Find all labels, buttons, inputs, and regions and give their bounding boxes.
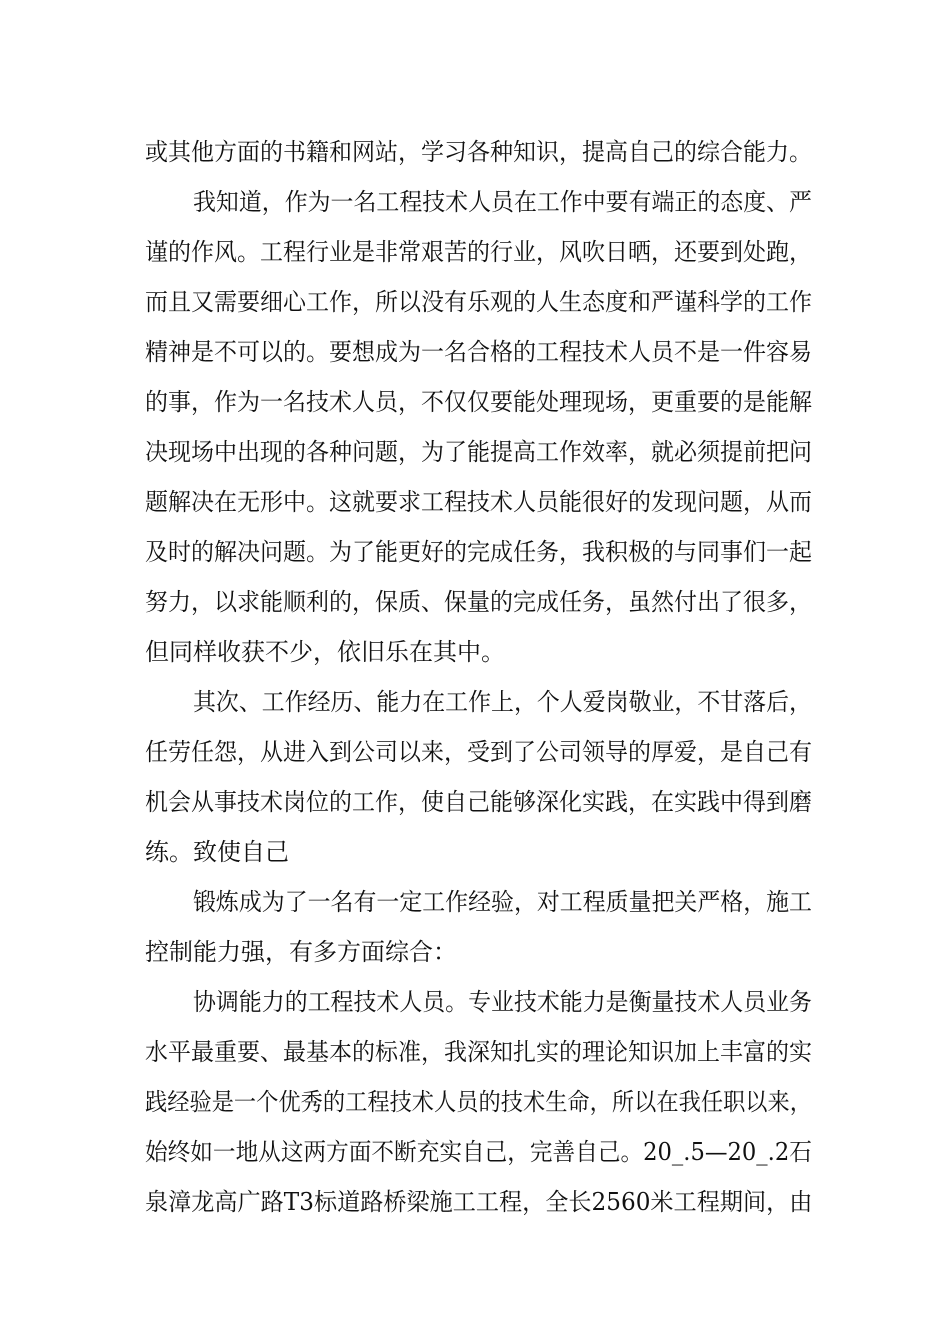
- line-text: 题解决在无形中。这就要求工程技术人员能很好的发现问题，从而: [145, 488, 812, 516]
- line-text: 精神是不可以的。要想成为一名合格的工程技术人员不是一件容易: [145, 338, 812, 366]
- line-text: 协调能力的工程技术人员。专业技术能力是衡量技术人员业务: [193, 988, 812, 1016]
- text-line: [0, 327, 950, 377]
- line-text: 始终如一地从这两方面不断充实自己，完善自己。20_.5—20_.2石: [145, 1138, 812, 1166]
- line-text: 水平最重要、最基本的标准，我深知扎实的理论知识加上丰富的实: [145, 1038, 812, 1066]
- line-text: 控制能力强，有多方面综合：: [145, 938, 457, 966]
- text-line: [0, 227, 950, 277]
- text-line: [0, 1177, 950, 1227]
- line-text: 任劳任怨，从进入到公司以来，受到了公司领导的厚爱，是自己有: [145, 738, 812, 766]
- line-text: 践经验是一个优秀的工程技术人员的技术生命，所以在我任职以来，: [145, 1088, 813, 1116]
- text-line: [0, 377, 950, 427]
- line-text: 但同样收获不少，依旧乐在其中。: [145, 638, 505, 666]
- text-line: [0, 177, 950, 227]
- line-text: 谨的作风。工程行业是非常艰苦的行业，风吹日晒，还要到处跑，: [145, 238, 812, 266]
- text-line: [0, 527, 950, 577]
- line-text: 机会从事技术岗位的工作，使自己能够深化实践，在实践中得到磨: [145, 788, 812, 816]
- text-line: [0, 577, 950, 627]
- text-line: [0, 127, 950, 177]
- text-line: [0, 927, 950, 977]
- text-line: [0, 877, 950, 927]
- text-line: [0, 677, 950, 727]
- text-line: [0, 1127, 950, 1177]
- line-text: 而且又需要细心工作，所以没有乐观的人生态度和严谨科学的工作: [145, 288, 812, 316]
- line-text: 及时的解决问题。为了能更好的完成任务，我积极的与同事们一起: [145, 538, 812, 566]
- line-text: 其次、工作经历、能力在工作上，个人爱岗敬业，不甘落后，: [193, 688, 812, 716]
- text-line: [0, 1027, 950, 1077]
- text-line: [0, 977, 950, 1027]
- text-line: [0, 777, 950, 827]
- line-text: 的事，作为一名技术人员，不仅仅要能处理现场，更重要的是能解: [145, 388, 812, 416]
- text-line: [0, 477, 950, 527]
- text-line: [0, 627, 950, 677]
- line-text: 我知道，作为一名工程技术人员在工作中要有端正的态度、严: [193, 188, 812, 216]
- text-line: [0, 277, 950, 327]
- text-line: [0, 727, 950, 777]
- text-line: [0, 1077, 950, 1127]
- line-text: 练。致使自己: [145, 838, 289, 866]
- line-text: 决现场中出现的各种问题，为了能提高工作效率，就必须提前把问: [145, 438, 812, 466]
- text-line: [0, 827, 950, 877]
- line-text: 或其他方面的书籍和网站，学习各种知识，提高自己的综合能力。: [145, 138, 812, 166]
- line-text: 锻炼成为了一名有一定工作经验，对工程质量把关严格，施工: [193, 888, 812, 916]
- line-text: 努力，以求能顺利的，保质、保量的完成任务，虽然付出了很多，: [145, 588, 812, 616]
- text-line: [0, 427, 950, 477]
- line-text: 泉漳龙高广路T3标道路桥梁施工工程，全长2560米工程期间，由: [145, 1188, 813, 1216]
